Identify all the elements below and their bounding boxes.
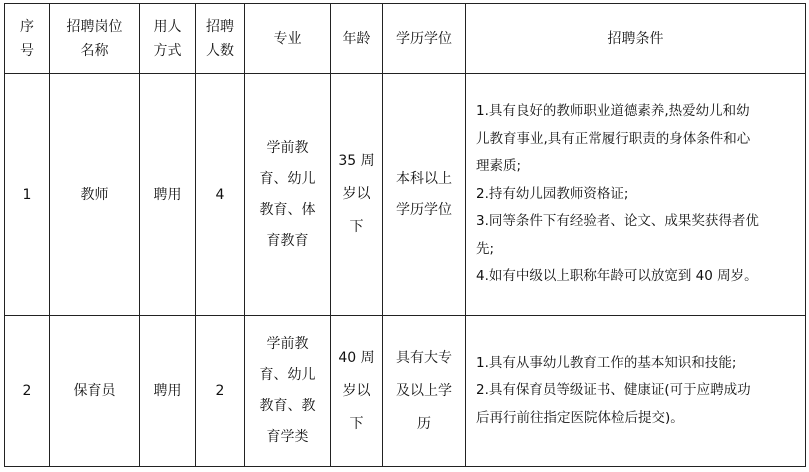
- header-education: 学历学位: [383, 4, 466, 74]
- cell-major: 学前教 育、幼儿 教育、体 育教育: [245, 74, 331, 316]
- header-age: 年龄: [331, 4, 383, 74]
- condition-line: 2.具有保育员等级证书、健康证(可于应聘成功: [476, 382, 751, 399]
- cell-position: 教师: [50, 74, 140, 316]
- condition-line: 4.如有中级以上职称年龄可以放宽到 40 周岁。: [476, 268, 758, 285]
- cell-conditions: [466, 74, 806, 316]
- header-count: 招聘 人数: [196, 4, 245, 74]
- cell-seq: 1: [5, 74, 50, 316]
- condition-line: 1.具有良好的教师职业道德素养,热爱幼儿和幼: [476, 103, 750, 120]
- condition-line: 2.持有幼儿园教师资格证;: [476, 185, 629, 202]
- header-major: 专业: [245, 4, 331, 74]
- cell-position: 保育员: [50, 316, 140, 467]
- condition-line: 先;: [476, 240, 495, 257]
- recruitment-table: [4, 3, 806, 467]
- header-method: 用人 方式: [140, 4, 196, 74]
- cell-major: 学前教 育、幼儿 教育、教 育学类: [245, 316, 331, 467]
- cell-age: 35 周 岁以 下: [331, 74, 383, 316]
- condition-line: 儿教育事业,具有正常履行职责的身体条件和心: [476, 130, 751, 147]
- cell-count: 2: [196, 316, 245, 467]
- condition-line: 1.具有从事幼儿教育工作的基本知识和技能;: [476, 354, 737, 371]
- cell-conditions: [466, 316, 806, 467]
- cell-method: 聘用: [140, 316, 196, 467]
- header-conditions: 招聘条件: [466, 4, 806, 74]
- cell-count: 4: [196, 74, 245, 316]
- cell-education: 具有大专 及以上学 历: [383, 316, 466, 467]
- condition-line: 3.同等条件下有经验者、论文、成果奖获得者优: [476, 213, 759, 230]
- table-row: [5, 74, 806, 316]
- header-seq: 序 号: [5, 4, 50, 74]
- cell-age: 40 周 岁以 下: [331, 316, 383, 467]
- cell-education: 本科以上 学历学位: [383, 74, 466, 316]
- header-position: 招聘岗位 名称: [50, 4, 140, 74]
- cell-method: 聘用: [140, 74, 196, 316]
- condition-line: 后再行前往指定医院体检后提交)。: [476, 409, 684, 426]
- table-row: [5, 316, 806, 467]
- cell-seq: 2: [5, 316, 50, 467]
- condition-line: 理素质;: [476, 158, 522, 175]
- table-header-row: [5, 4, 806, 74]
